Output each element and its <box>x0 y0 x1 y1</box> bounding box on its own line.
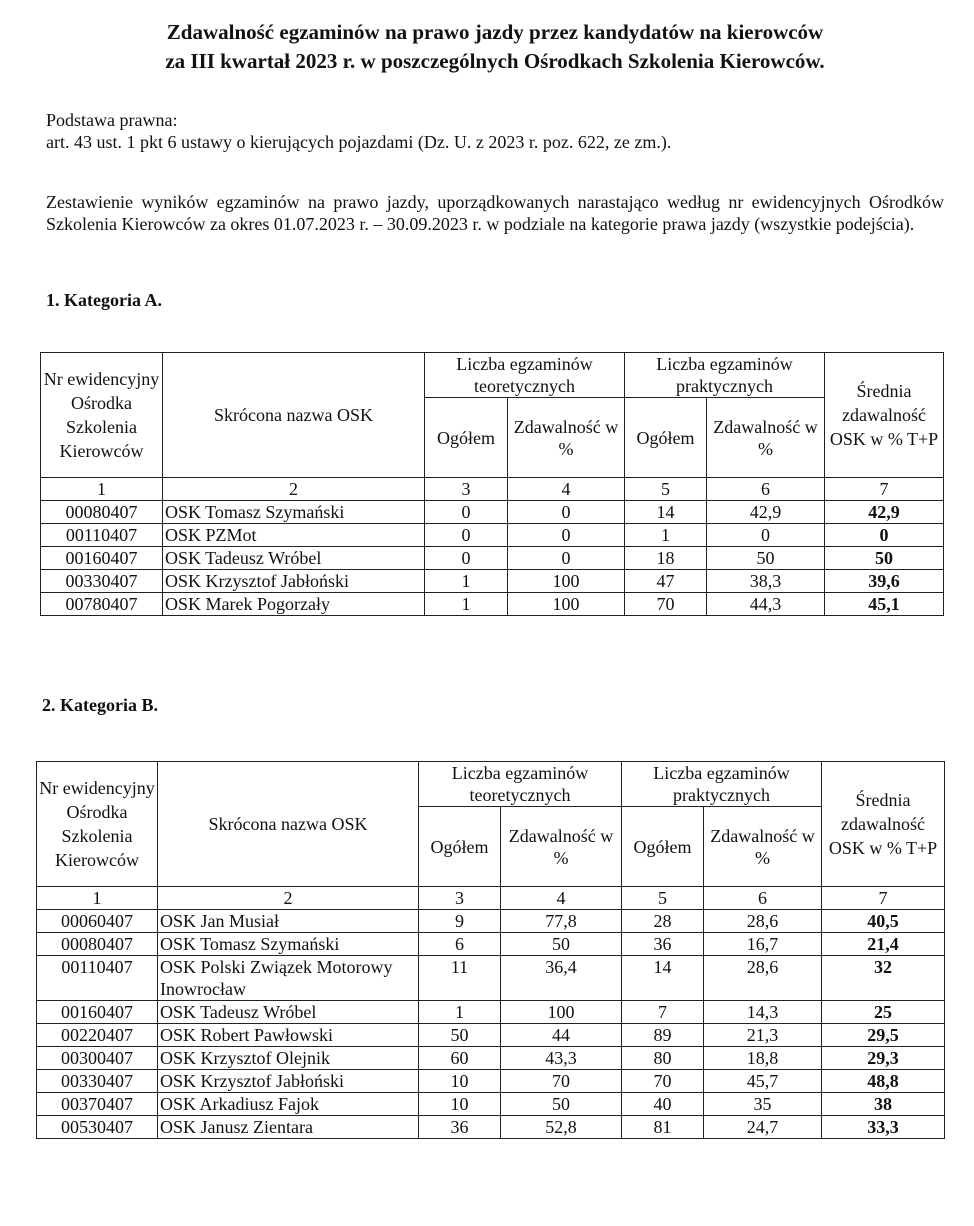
average-pass-rate: 50 <box>825 547 944 570</box>
header-theory-rate: Zdawalność w % <box>501 807 622 887</box>
osk-number: 00330407 <box>37 1070 158 1093</box>
theory-pass-rate: 77,8 <box>501 910 622 933</box>
section-heading-category-b: 2. Kategoria B. <box>42 695 158 715</box>
practice-total: 80 <box>622 1047 704 1070</box>
section-heading-category-a: 1. Kategoria A. <box>46 290 162 310</box>
practice-pass-rate: 42,9 <box>707 501 825 524</box>
theory-total: 11 <box>419 956 501 1001</box>
document-title <box>40 18 950 76</box>
column-number: 4 <box>508 478 625 501</box>
osk-number: 00330407 <box>41 570 163 593</box>
header-theory-rate: Zdawalność w % <box>508 398 625 478</box>
practice-pass-rate: 45,7 <box>704 1070 822 1093</box>
average-pass-rate: 40,5 <box>822 910 945 933</box>
practice-total: 40 <box>622 1093 704 1116</box>
practice-total: 81 <box>622 1116 704 1139</box>
header-practice-rate: Zdawalność w % <box>707 398 825 478</box>
practice-pass-rate: 16,7 <box>704 933 822 956</box>
average-pass-rate: 0 <box>825 524 944 547</box>
average-pass-rate: 45,1 <box>825 593 944 616</box>
average-pass-rate: 48,8 <box>822 1070 945 1093</box>
osk-number: 00060407 <box>37 910 158 933</box>
table-row <box>37 1070 945 1093</box>
theory-pass-rate: 50 <box>501 933 622 956</box>
theory-total: 10 <box>419 1093 501 1116</box>
header-theory-total: Ogółem <box>419 807 501 887</box>
practice-pass-rate: 14,3 <box>704 1001 822 1024</box>
column-number: 3 <box>425 478 508 501</box>
theory-pass-rate: 70 <box>501 1070 622 1093</box>
header-theory-total: Ogółem <box>425 398 508 478</box>
header-nr: Nr ewidencyjny Ośrodka Szkolenia Kierowców <box>37 762 158 887</box>
column-number: 7 <box>825 478 944 501</box>
column-number: 5 <box>625 478 707 501</box>
column-number: 2 <box>158 887 419 910</box>
results-table-category-b <box>36 761 945 1139</box>
practice-total: 14 <box>625 501 707 524</box>
osk-name: OSK Arkadiusz Fajok <box>158 1093 419 1116</box>
practice-total: 7 <box>622 1001 704 1024</box>
average-pass-rate: 29,5 <box>822 1024 945 1047</box>
practice-pass-rate: 28,6 <box>704 956 822 1001</box>
results-table-category-a <box>40 352 944 616</box>
column-number: 1 <box>41 478 163 501</box>
osk-name: OSK Tadeusz Wróbel <box>163 547 425 570</box>
osk-number: 00160407 <box>37 1001 158 1024</box>
theory-pass-rate: 50 <box>501 1093 622 1116</box>
table-row <box>41 501 944 524</box>
header-nr: Nr ewidencyjny Ośrodka Szkolenia Kierowców <box>41 353 163 478</box>
practice-total: 18 <box>625 547 707 570</box>
practice-total: 1 <box>625 524 707 547</box>
practice-total: 70 <box>625 593 707 616</box>
header-name: Skrócona nazwa OSK <box>158 762 419 887</box>
column-number: 5 <box>622 887 704 910</box>
theory-total: 1 <box>425 593 508 616</box>
theory-pass-rate: 100 <box>508 593 625 616</box>
osk-name: OSK Jan Musiał <box>158 910 419 933</box>
practice-pass-rate: 28,6 <box>704 910 822 933</box>
header-avg: Średnia zdawalność OSK w % T+P <box>825 353 944 478</box>
average-pass-rate: 29,3 <box>822 1047 945 1070</box>
table-row <box>41 524 944 547</box>
osk-name: OSK Robert Pawłowski <box>158 1024 419 1047</box>
osk-number: 00370407 <box>37 1093 158 1116</box>
column-number: 6 <box>707 478 825 501</box>
table-row <box>37 910 945 933</box>
table-row <box>37 1024 945 1047</box>
theory-pass-rate: 0 <box>508 501 625 524</box>
practice-pass-rate: 24,7 <box>704 1116 822 1139</box>
average-pass-rate: 21,4 <box>822 933 945 956</box>
practice-total: 47 <box>625 570 707 593</box>
osk-number: 00220407 <box>37 1024 158 1047</box>
practice-pass-rate: 35 <box>704 1093 822 1116</box>
theory-pass-rate: 36,4 <box>501 956 622 1001</box>
osk-number: 00080407 <box>37 933 158 956</box>
practice-pass-rate: 21,3 <box>704 1024 822 1047</box>
theory-pass-rate: 43,3 <box>501 1047 622 1070</box>
average-pass-rate: 39,6 <box>825 570 944 593</box>
table-row <box>37 956 945 1001</box>
legal-basis-text: art. 43 ust. 1 pkt 6 ustawy o kierujących pojazdami (Dz. U. z 2023 r. poz. 622, ze zm.). <box>46 132 672 152</box>
osk-number: 00300407 <box>37 1047 158 1070</box>
column-number-row <box>41 478 944 501</box>
column-number: 2 <box>163 478 425 501</box>
practice-pass-rate: 44,3 <box>707 593 825 616</box>
table-row <box>37 1116 945 1139</box>
column-number: 4 <box>501 887 622 910</box>
title-line-2: za III kwartał 2023 r. w poszczególnych Ośrodkach Szkolenia Kierowców. <box>165 49 825 73</box>
theory-pass-rate: 100 <box>501 1001 622 1024</box>
header-practice-total: Ogółem <box>625 398 707 478</box>
legal-basis-label: Podstawa prawna: <box>46 110 178 130</box>
header-theory: Liczba egzaminów teoretycznych <box>425 353 625 398</box>
theory-total: 9 <box>419 910 501 933</box>
legal-basis <box>46 109 946 153</box>
osk-name: OSK Marek Pogorzały <box>163 593 425 616</box>
table-row <box>37 1001 945 1024</box>
osk-name: OSK Tadeusz Wróbel <box>158 1001 419 1024</box>
theory-total: 1 <box>419 1001 501 1024</box>
header-theory: Liczba egzaminów teoretycznych <box>419 762 622 807</box>
title-line-1: Zdawalność egzaminów na prawo jazdy przez kandydatów na kierowców <box>166 20 824 44</box>
osk-number: 00080407 <box>41 501 163 524</box>
table-row <box>41 570 944 593</box>
header-avg: Średnia zdawalność OSK w % T+P <box>822 762 945 887</box>
osk-number: 00530407 <box>37 1116 158 1139</box>
practice-pass-rate: 0 <box>707 524 825 547</box>
header-practice: Liczba egzaminów praktycznych <box>625 353 825 398</box>
column-number: 1 <box>37 887 158 910</box>
practice-total: 70 <box>622 1070 704 1093</box>
average-pass-rate: 25 <box>822 1001 945 1024</box>
table-row <box>37 1093 945 1116</box>
average-pass-rate: 33,3 <box>822 1116 945 1139</box>
theory-pass-rate: 100 <box>508 570 625 593</box>
theory-total: 0 <box>425 547 508 570</box>
osk-number: 00160407 <box>41 547 163 570</box>
osk-name: OSK Polski Związek Motorowy Inowrocław <box>158 956 419 1001</box>
osk-name: OSK Krzysztof Jabłoński <box>158 1070 419 1093</box>
column-number: 3 <box>419 887 501 910</box>
practice-pass-rate: 38,3 <box>707 570 825 593</box>
theory-pass-rate: 0 <box>508 547 625 570</box>
practice-total: 89 <box>622 1024 704 1047</box>
theory-pass-rate: 0 <box>508 524 625 547</box>
header-practice: Liczba egzaminów praktycznych <box>622 762 822 807</box>
summary-paragraph: Zestawienie wyników egzaminów na prawo jazdy, uporządkowanych narastająco według nr ewidencyjnych Ośrodków Szkolenia Kierowców za okres 01.07.2023 r. – 30.09.2023 r. w podziale na kategorie prawa jazdy (wszystkie podejścia). <box>46 192 944 234</box>
osk-name: OSK Tomasz Szymański <box>158 933 419 956</box>
theory-total: 0 <box>425 524 508 547</box>
theory-total: 1 <box>425 570 508 593</box>
column-number: 6 <box>704 887 822 910</box>
practice-total: 36 <box>622 933 704 956</box>
theory-pass-rate: 44 <box>501 1024 622 1047</box>
practice-pass-rate: 18,8 <box>704 1047 822 1070</box>
osk-number: 00110407 <box>41 524 163 547</box>
average-pass-rate: 38 <box>822 1093 945 1116</box>
average-pass-rate: 32 <box>822 956 945 1001</box>
header-practice-total: Ogółem <box>622 807 704 887</box>
table-row <box>37 1047 945 1070</box>
practice-total: 28 <box>622 910 704 933</box>
average-pass-rate: 42,9 <box>825 501 944 524</box>
header-name: Skrócona nazwa OSK <box>163 353 425 478</box>
osk-name: OSK Krzysztof Olejnik <box>158 1047 419 1070</box>
osk-name: OSK Tomasz Szymański <box>163 501 425 524</box>
theory-pass-rate: 52,8 <box>501 1116 622 1139</box>
theory-total: 0 <box>425 501 508 524</box>
theory-total: 10 <box>419 1070 501 1093</box>
column-number: 7 <box>822 887 945 910</box>
theory-total: 6 <box>419 933 501 956</box>
osk-name: OSK PZMot <box>163 524 425 547</box>
header-practice-rate: Zdawalność w % <box>704 807 822 887</box>
table-row <box>37 933 945 956</box>
theory-total: 36 <box>419 1116 501 1139</box>
practice-pass-rate: 50 <box>707 547 825 570</box>
osk-number: 00780407 <box>41 593 163 616</box>
column-number-row <box>37 887 945 910</box>
osk-name: OSK Janusz Zientara <box>158 1116 419 1139</box>
theory-total: 60 <box>419 1047 501 1070</box>
osk-number: 00110407 <box>37 956 158 1001</box>
table-row <box>41 593 944 616</box>
practice-total: 14 <box>622 956 704 1001</box>
table-row <box>41 547 944 570</box>
osk-name: OSK Krzysztof Jabłoński <box>163 570 425 593</box>
theory-total: 50 <box>419 1024 501 1047</box>
